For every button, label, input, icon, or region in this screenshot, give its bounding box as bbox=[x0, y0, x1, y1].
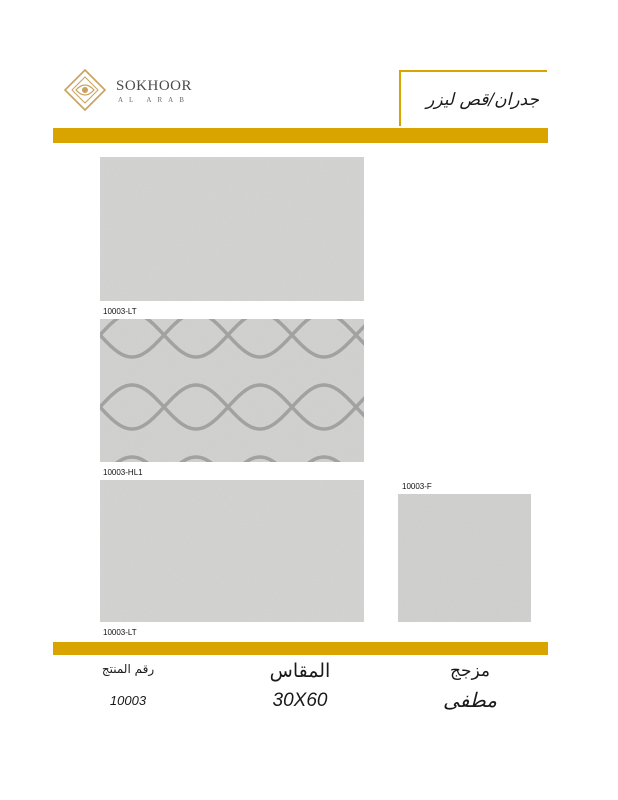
tile-image-lt-top bbox=[100, 157, 364, 301]
tile-image-f-square bbox=[398, 494, 531, 622]
glaze-label: مزجج bbox=[450, 661, 490, 681]
tile-image-hl1-pattern bbox=[100, 319, 364, 462]
tile-code-caption: 10003-F bbox=[402, 482, 432, 491]
page-title: جدران/قص ليزر bbox=[426, 90, 539, 110]
brand-subtitle: AL ARAB bbox=[118, 96, 190, 104]
tile-code-caption: 10003-HL1 bbox=[103, 468, 143, 477]
glaze-value: مطفى bbox=[443, 688, 497, 712]
product-number-value: 10003 bbox=[109, 693, 147, 708]
bottom-accent-bar bbox=[53, 642, 548, 655]
brand-name: SOKHOOR bbox=[116, 78, 193, 94]
top-accent-bar bbox=[53, 128, 548, 143]
tile-code-caption: 10003-LT bbox=[103, 628, 137, 637]
sokhoor-logo-icon bbox=[63, 68, 107, 112]
title-box bbox=[399, 70, 547, 126]
tile-code-caption: 10003-LT bbox=[103, 307, 137, 316]
size-value: 30X60 bbox=[272, 690, 328, 711]
tile-image-lt-bottom bbox=[100, 480, 364, 622]
product-number-label: رقم المنتج bbox=[101, 662, 155, 676]
size-label: المقاس bbox=[269, 660, 331, 682]
